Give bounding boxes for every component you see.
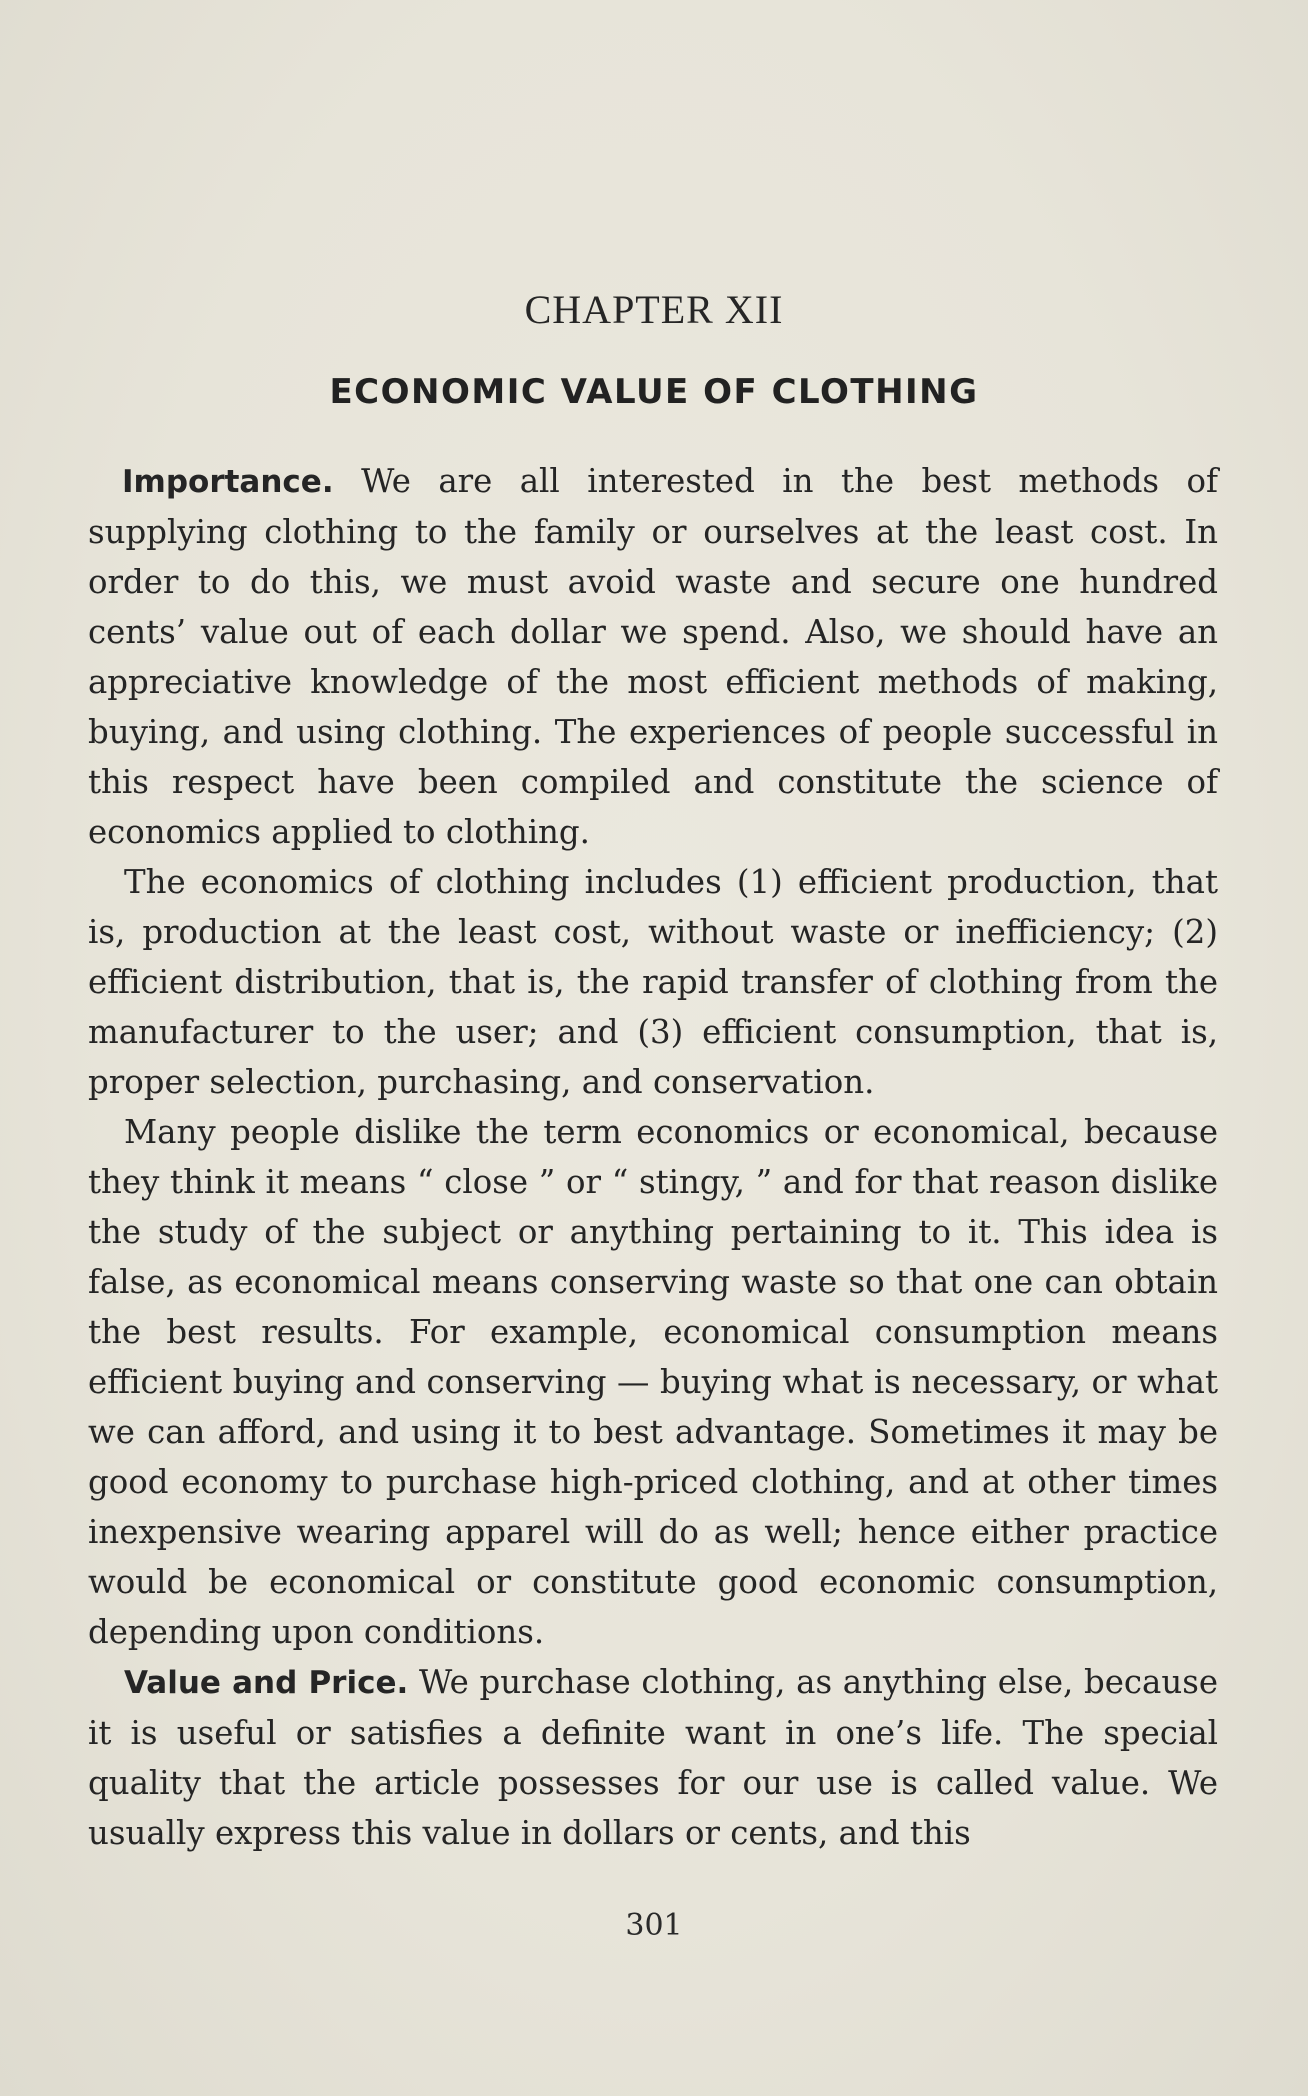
paragraph-economics-of-clothing <box>88 857 1218 1107</box>
body-text <box>88 456 1218 1858</box>
paragraph-text: We are all interested in the best methods of supplying clothing to the family or ourselves at the least cost. In order to do this, we must avoid waste and secure one hundred cents’ value out of each dollar we spend. Also, we should have an appreciative knowledge of the most efficient methods of making, buying, and using clothing. The experiences of people successful in this respect have been compiled and constitute the science of economics applied to clothing. <box>88 462 1218 851</box>
chapter-title: ECONOMIC VALUE OF CLOTHING <box>329 372 979 412</box>
paragraph-importance <box>88 456 1218 857</box>
paragraph-economical-term <box>88 1107 1218 1657</box>
run-in-heading-value-and-price: Value and Price. <box>124 1665 409 1701</box>
run-in-heading-importance: Importance. <box>122 464 334 500</box>
paragraph-text: We purchase clothing, as anything else, because it is useful or satisfies a definite want in one’s life. The special quality that the article possesses for our use is called value. We usually express this value in dollars or cents, and this <box>88 1663 1219 1852</box>
paragraph-text: The economics of clothing includes (1) efficient production, that is, production at the least cost, without waste or inefficiency; (2) efficient distribution, that is, the rapid transfer of clothing from the manufacturer to the user; and (3) efficient consumption, that is, proper selection, purchasing, and conservation. <box>88 863 1218 1101</box>
chapter-number: CHAPTER XII <box>524 287 784 332</box>
paragraph-value-and-price <box>88 1657 1218 1858</box>
page-number: 301 <box>625 1908 683 1943</box>
paragraph-text: Many people dislike the term economics or economical, because they think it means “ close ” or “ stingy, ” and for that reason dislike the study of the subject or anything pertaining to it. This idea is false, as economical means conserving waste so that one can obtain the best results. For example, economical consumption means efficient buying and conserving — buying what is necessary, or what we can afford, and using it to best advantage. Sometimes it may be good economy to purchase high-priced clothing, and at other times inexpensive wearing apparel will do as well; hence either practice would be economical or constitute good economic consumption, depending upon conditions. <box>88 1113 1218 1651</box>
